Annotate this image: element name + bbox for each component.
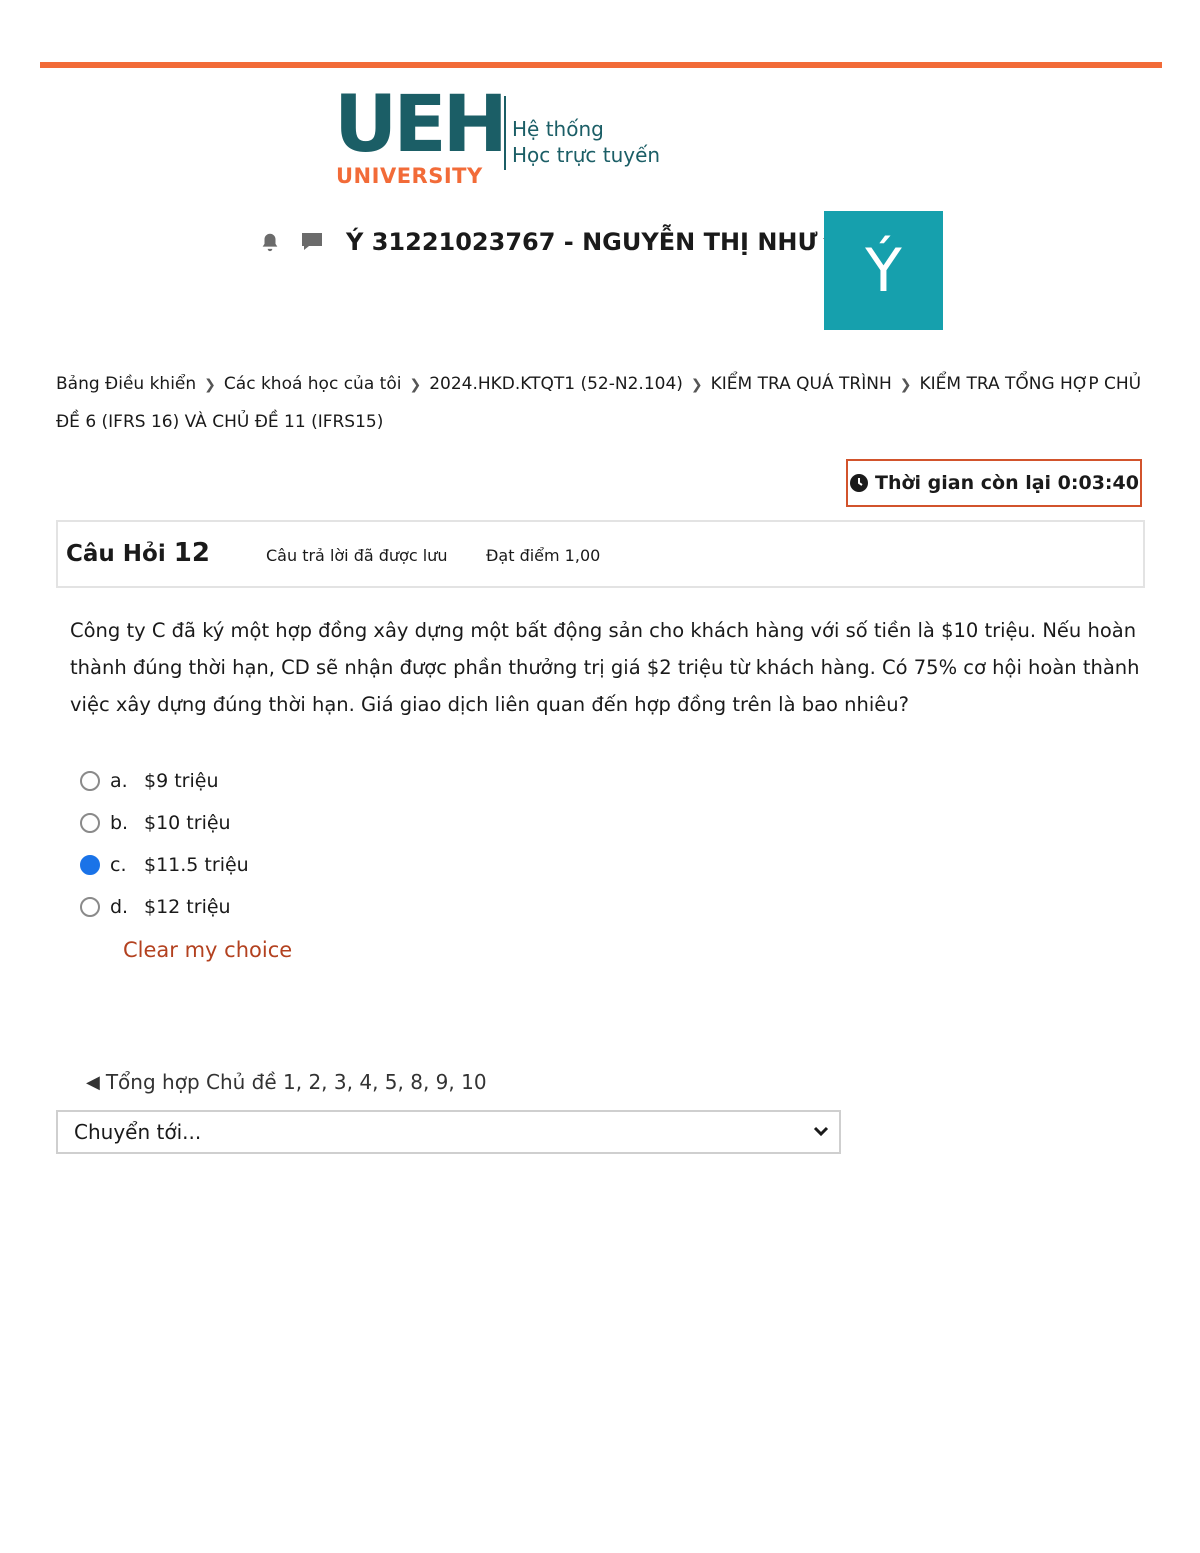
chevron-down-icon bbox=[813, 1126, 829, 1138]
breadcrumb-my-courses[interactable]: Các khoá học của tôi bbox=[223, 374, 402, 394]
user-avatar[interactable]: Ý bbox=[824, 211, 943, 330]
breadcrumb-dashboard[interactable]: Bảng Điều khiển bbox=[56, 374, 197, 394]
triangle-left-icon: ◀ bbox=[86, 1071, 100, 1093]
logo-wordmark: UEH bbox=[334, 80, 504, 170]
tagline-line2: Học trực tuyến bbox=[512, 143, 661, 167]
answer-text[interactable]: $10 triệu bbox=[144, 812, 231, 834]
messages-chat-icon[interactable] bbox=[298, 228, 326, 256]
question-grade: Đạt điểm 1,00 bbox=[486, 546, 601, 565]
answer-letter: c. bbox=[110, 854, 127, 876]
previous-activity-label[interactable]: Tổng hợp Chủ đề 1, 2, 3, 4, 5, 8, 9, 10 bbox=[105, 1070, 487, 1094]
answer-option-c[interactable] bbox=[80, 844, 249, 886]
chevron-right-icon: ❯ bbox=[690, 377, 703, 393]
timer-label: Thời gian còn lại 0:03:40 bbox=[875, 472, 1139, 494]
site-logo[interactable] bbox=[334, 80, 694, 192]
question-state: Câu trả lời đã được lưu bbox=[266, 546, 448, 565]
tagline-line1: Hệ thống bbox=[512, 117, 604, 141]
quiz-timer bbox=[846, 459, 1142, 507]
logo-tagline bbox=[512, 116, 660, 168]
answer-option-d[interactable] bbox=[80, 886, 249, 928]
user-menu-row bbox=[256, 222, 836, 262]
answer-option-b[interactable] bbox=[80, 802, 249, 844]
top-accent-bar bbox=[40, 62, 1162, 68]
chevron-right-icon: ❯ bbox=[409, 377, 422, 393]
radio-button[interactable] bbox=[80, 813, 100, 833]
answer-list bbox=[80, 760, 249, 928]
answer-text[interactable]: $11.5 triệu bbox=[144, 854, 249, 876]
answer-letter: a. bbox=[110, 770, 128, 792]
question-info-box bbox=[56, 520, 1145, 588]
jump-to-label: Chuyển tới... bbox=[74, 1120, 202, 1144]
question-text: Công ty C đã ký một hợp đồng xây dựng một bất động sản cho khách hàng với số tiền là $10 triệu. Nếu hoàn thành đúng thời hạn, CD sẽ nhận được phần thưởng trị giá $2 triệu từ khách hàng. Có 75% cơ hội hoàn thành việc xây dựng đúng thời hạn. Giá giao dịch liên quan đến hợp đồng trên là bao nhiêu? bbox=[70, 619, 1140, 716]
answer-letter: b. bbox=[110, 812, 129, 834]
answer-letter: d. bbox=[110, 896, 129, 918]
clear-choice-link[interactable]: Clear my choice bbox=[123, 938, 293, 962]
jump-to-select[interactable] bbox=[56, 1110, 841, 1154]
clock-icon bbox=[849, 473, 869, 493]
question-number bbox=[66, 538, 210, 568]
breadcrumb bbox=[56, 366, 1146, 441]
answer-text[interactable]: $9 triệu bbox=[144, 770, 219, 792]
user-fullname[interactable]: Ý 31221023767 - NGUYỄN THỊ NHƯ bbox=[346, 228, 818, 256]
answer-option-a[interactable] bbox=[80, 760, 249, 802]
previous-activity-link[interactable] bbox=[86, 1070, 487, 1094]
radio-button[interactable] bbox=[80, 771, 100, 791]
chevron-right-icon: ❯ bbox=[899, 377, 912, 393]
answer-text[interactable]: $12 triệu bbox=[144, 896, 231, 918]
radio-button-selected[interactable] bbox=[80, 855, 100, 875]
question-prefix: Câu Hỏi bbox=[66, 541, 166, 567]
breadcrumb-course[interactable]: 2024.HKD.KTQT1 (52-N2.104) bbox=[429, 374, 683, 394]
question-number-value: 12 bbox=[173, 538, 210, 568]
breadcrumb-quiz[interactable]: KIỂM TRA TỔNG HỢP CHỦ ĐỀ 6 (IFRS 16) VÀ CHỦ ĐỀ 11 (IFRS15) bbox=[56, 374, 1142, 432]
logo-university: UNIVERSITY bbox=[336, 164, 483, 188]
logo-divider bbox=[504, 96, 506, 170]
breadcrumb-section[interactable]: KIỂM TRA QUÁ TRÌNH bbox=[710, 374, 892, 394]
radio-button[interactable] bbox=[80, 897, 100, 917]
notification-bell-icon[interactable] bbox=[256, 228, 284, 256]
chevron-right-icon: ❯ bbox=[204, 377, 216, 393]
